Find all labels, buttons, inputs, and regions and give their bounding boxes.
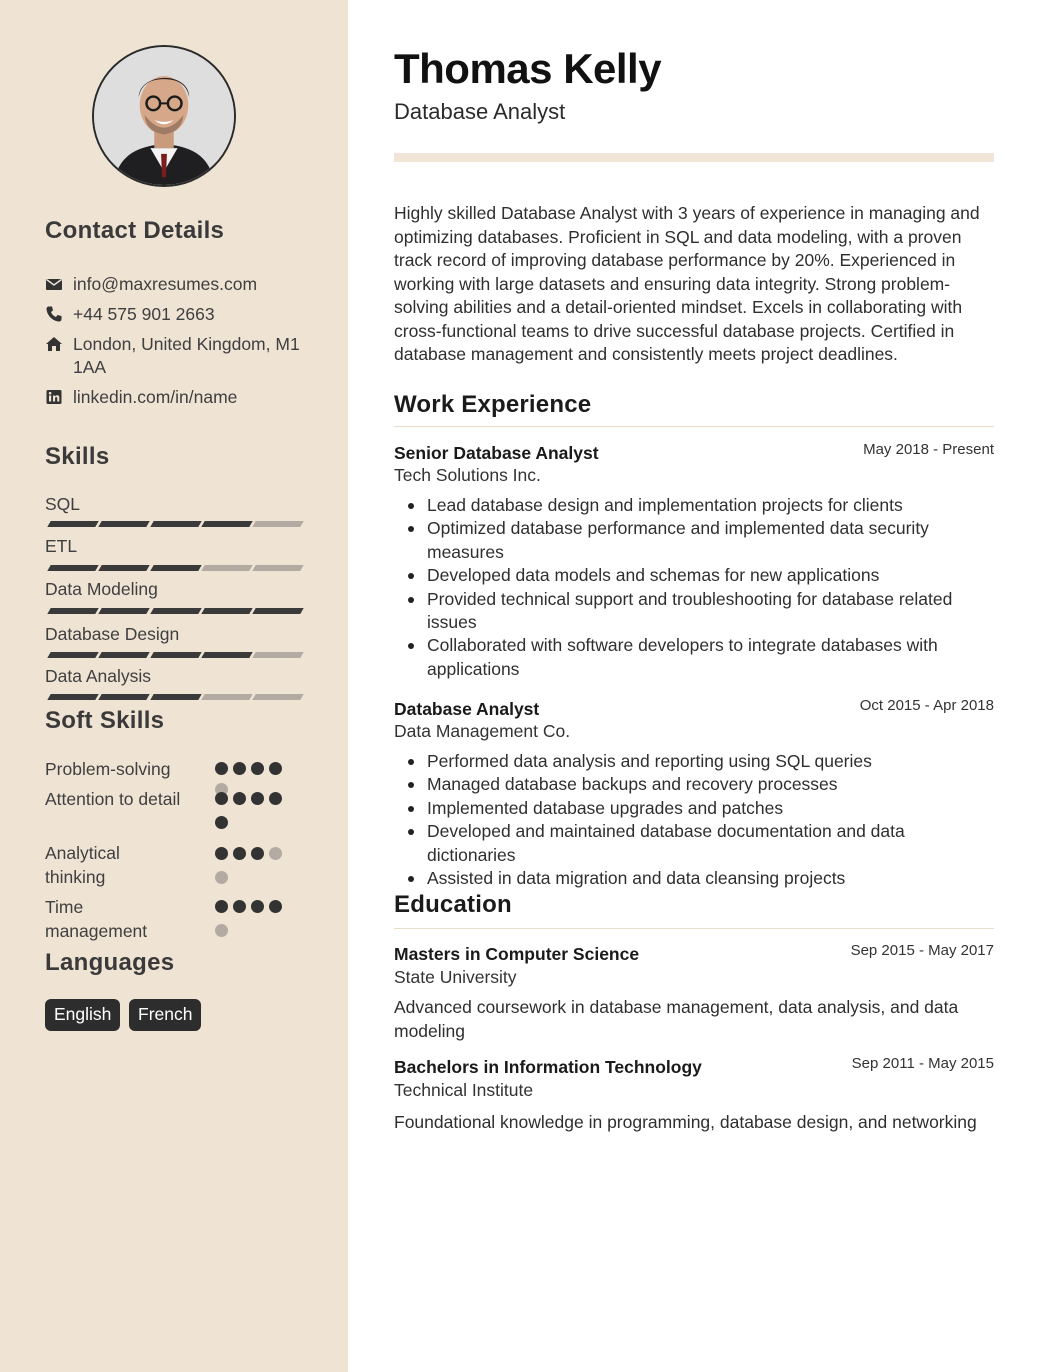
- list-item: Performed data analysis and reporting using SQL queries: [394, 750, 994, 773]
- rating-dot: [233, 762, 246, 775]
- candidate-name: Thomas Kelly: [394, 45, 662, 92]
- skill-label: SQL: [45, 494, 81, 514]
- contact-heading: Contact Details: [45, 217, 225, 244]
- skill-level-segment: [201, 652, 252, 658]
- rating-dot: [269, 900, 282, 913]
- skill-label: Data Modeling: [45, 579, 158, 599]
- rating-dot: [269, 792, 282, 805]
- soft-skill-rating: [214, 792, 294, 832]
- skill-label: Data Analysis: [45, 666, 152, 686]
- soft-skill-rating: [214, 847, 294, 887]
- skill-level-segment: [150, 565, 201, 571]
- rating-dot: [233, 792, 246, 805]
- rating-dot: [251, 900, 264, 913]
- contact-email[interactable]: [45, 273, 305, 296]
- rating-dot: [215, 762, 228, 775]
- education-divider: [394, 928, 994, 929]
- skill-level-segment: [201, 521, 252, 527]
- skill-level-bar: [47, 608, 303, 614]
- skill-level-segment: [99, 694, 150, 700]
- rating-dot: [251, 762, 264, 775]
- skill-level-segment: [150, 608, 201, 614]
- soft-skill-label: Problem-solving: [45, 759, 171, 779]
- rating-dot: [251, 847, 264, 860]
- degree-title: Bachelors in Information Technology: [394, 1057, 702, 1077]
- job-company: Data Management Co.: [394, 721, 571, 741]
- main-content: [348, 0, 1040, 1372]
- candidate-title: Database Analyst: [394, 99, 566, 124]
- contact-phone-text: +44 575 901 2663: [73, 304, 215, 324]
- rating-dot: [215, 924, 228, 937]
- skill-level-segment: [150, 652, 201, 658]
- skill-level-segment: [201, 608, 252, 614]
- envelope-icon: [45, 275, 63, 293]
- language-tag-french: French: [129, 999, 201, 1031]
- soft-skill-rating: [214, 900, 294, 940]
- skill-level-segment: [99, 565, 150, 571]
- list-item: Lead database design and implementation projects for clients: [394, 494, 994, 517]
- soft-skill-label: Time management: [45, 897, 148, 941]
- job-dates: Oct 2015 - Apr 2018: [859, 697, 994, 714]
- skill-level-segment: [252, 694, 303, 700]
- contact-linkedin-text: linkedin.com/in/name: [73, 387, 238, 407]
- skill-level-segment: [47, 565, 98, 571]
- contact-address-text: London, United Kingdom, M1 1AA: [73, 334, 300, 377]
- list-item: Developed data models and schemas for new applications: [394, 564, 994, 587]
- skill-level-segment: [252, 652, 303, 658]
- rating-dot: [215, 847, 228, 860]
- rating-dot: [233, 847, 246, 860]
- sidebar: [0, 0, 348, 1372]
- skill-level-segment: [47, 694, 98, 700]
- education-heading: Education: [394, 891, 512, 918]
- job-title: Database Analyst: [394, 699, 540, 719]
- skill-level-segment: [150, 521, 201, 527]
- skill-level-segment: [47, 652, 98, 658]
- skill-label: ETL: [45, 536, 78, 556]
- degree-dates: Sep 2015 - May 2017: [850, 942, 994, 959]
- skill-level-segment: [99, 652, 150, 658]
- skill-level-segment: [201, 565, 252, 571]
- degree-description: Foundational knowledge in programming, database design, and networking: [394, 1112, 977, 1132]
- portrait-image: [94, 47, 234, 185]
- language-tag-english: English: [45, 999, 120, 1031]
- skill-level-segment: [47, 521, 98, 527]
- skill-level-segment: [252, 521, 303, 527]
- job-title: Senior Database Analyst: [394, 443, 599, 463]
- rating-dot: [269, 847, 282, 860]
- skill-level-bar: [47, 652, 303, 658]
- skill-level-segment: [201, 694, 252, 700]
- skill-level-bar: [47, 521, 303, 527]
- soft-skill-label: Attention to detail: [45, 789, 181, 809]
- list-item: Provided technical support and troubleshooting for database related issues: [394, 588, 994, 635]
- list-item: Optimized database performance and implemented data security measures: [394, 517, 994, 564]
- skill-level-segment: [252, 565, 303, 571]
- soft-skills-heading: Soft Skills: [45, 707, 165, 734]
- skill-level-segment: [47, 608, 98, 614]
- school-name: Technical Institute: [394, 1080, 534, 1100]
- job-dates: May 2018 - Present: [863, 441, 994, 458]
- skill-level-segment: [99, 521, 150, 527]
- degree-description: Advanced coursework in database management, data analysis, and data modeling: [394, 997, 959, 1041]
- rating-dot: [215, 900, 228, 913]
- skill-level-segment: [99, 608, 150, 614]
- linkedin-icon: [45, 388, 63, 406]
- profile-photo: [92, 45, 236, 187]
- skill-level-segment: [150, 694, 201, 700]
- contact-address: [45, 333, 305, 379]
- list-item: Implemented database upgrades and patches: [394, 797, 994, 820]
- list-item: Developed and maintained database documentation and data dictionaries: [394, 820, 994, 867]
- profile-summary: Highly skilled Database Analyst with 3 years of experience in managing and optimizing databases. Proficient in SQL and data modeling, with a proven track record of improving database performance by 20%. Experienced in working with large datasets and ensuring data integrity. Strong problem-solving abilities and a detail-oriented mindset. Excels in collaborating with cross-functional teams to drive successful database projects. Certified in database management and consistently meets project deadlines.: [394, 203, 980, 364]
- rating-dot: [215, 816, 228, 829]
- rating-dot: [215, 871, 228, 884]
- languages-heading: Languages: [45, 949, 175, 976]
- skill-level-segment: [252, 608, 303, 614]
- school-name: State University: [394, 967, 517, 987]
- skill-label: Database Design: [45, 624, 180, 644]
- home-icon: [45, 335, 63, 353]
- rating-dot: [251, 792, 264, 805]
- rating-dot: [215, 792, 228, 805]
- list-item: Collaborated with software developers to integrate databases with applications: [394, 634, 994, 681]
- job-bullets: [394, 750, 994, 890]
- job-bullets: [394, 494, 994, 681]
- work-heading: Work Experience: [394, 391, 592, 418]
- contact-phone[interactable]: [45, 303, 305, 326]
- skills-heading: Skills: [45, 443, 110, 470]
- rating-dot: [233, 900, 246, 913]
- work-divider: [394, 426, 994, 427]
- soft-skill-label: Analytical thinking: [45, 843, 120, 887]
- rating-dot: [269, 762, 282, 775]
- list-item: Assisted in data migration and data cleansing projects: [394, 867, 994, 890]
- degree-dates: Sep 2011 - May 2015: [851, 1055, 994, 1072]
- degree-title: Masters in Computer Science: [394, 944, 640, 964]
- skill-level-bar: [47, 565, 303, 571]
- contact-linkedin[interactable]: [45, 386, 305, 409]
- phone-icon: [45, 305, 63, 323]
- contact-email-text: info@maxresumes.com: [73, 274, 258, 294]
- list-item: Managed database backups and recovery processes: [394, 773, 994, 796]
- skill-level-bar: [47, 694, 303, 700]
- job-company: Tech Solutions Inc.: [394, 465, 541, 485]
- header-divider: [394, 153, 994, 162]
